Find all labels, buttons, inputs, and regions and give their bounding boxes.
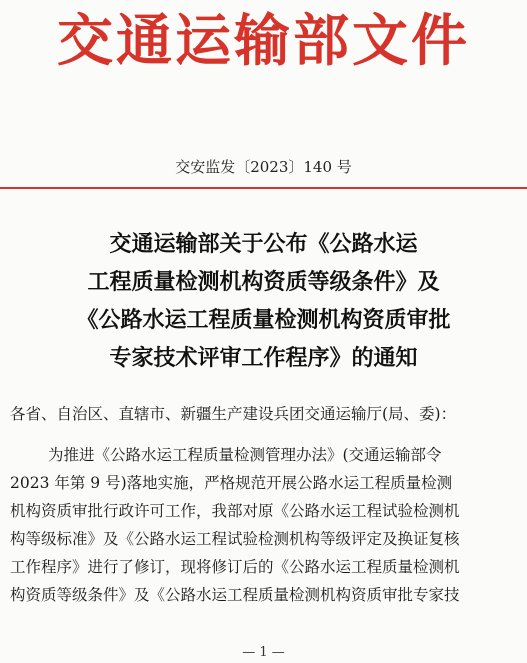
issuer-header-title: 交通运输部文件 (57, 9, 470, 74)
body-line: 构资质等级条件》及《公路水运工程质量检测机构资质审批专家技 (10, 586, 460, 604)
notice-title (0, 226, 527, 378)
red-separator-line (0, 187, 527, 189)
page-number: — 1 — (242, 645, 285, 660)
body-line: 机构资质审批行政许可工作，我部对原《公路水运工程试验检测机 (10, 502, 460, 520)
notice-title-line: 交通运输部关于公布《公路水运 (109, 232, 418, 257)
salutation: 各省、自治区、直辖市、新疆生产建设兵团交通运输厅(局、委)： (10, 405, 457, 423)
notice-title-line: 《公路水运工程质量检测机构资质审批 (76, 308, 451, 333)
notice-title-line: 专家技术评审工作程序》的通知 (109, 346, 418, 371)
document-number: 交安监发〔2023〕140 号 (175, 158, 352, 176)
body-text (10, 441, 517, 609)
notice-title-line: 工程质量检测机构资质等级条件》及 (87, 270, 440, 295)
body-line: 2023 年第 9 号)落地实施，严格规范开展公路水运工程质量检测 (10, 474, 453, 492)
body-line: 工作程序》进行了修订，现将修订后的《公路水运工程质量检测机 (10, 558, 460, 576)
body-line: 构等级标准》及《公路水运工程试验检测机构等级评定及换证复核 (10, 530, 460, 548)
body-line: 为推进《公路水运工程质量检测管理办法》(交通运输部令 (48, 446, 442, 464)
